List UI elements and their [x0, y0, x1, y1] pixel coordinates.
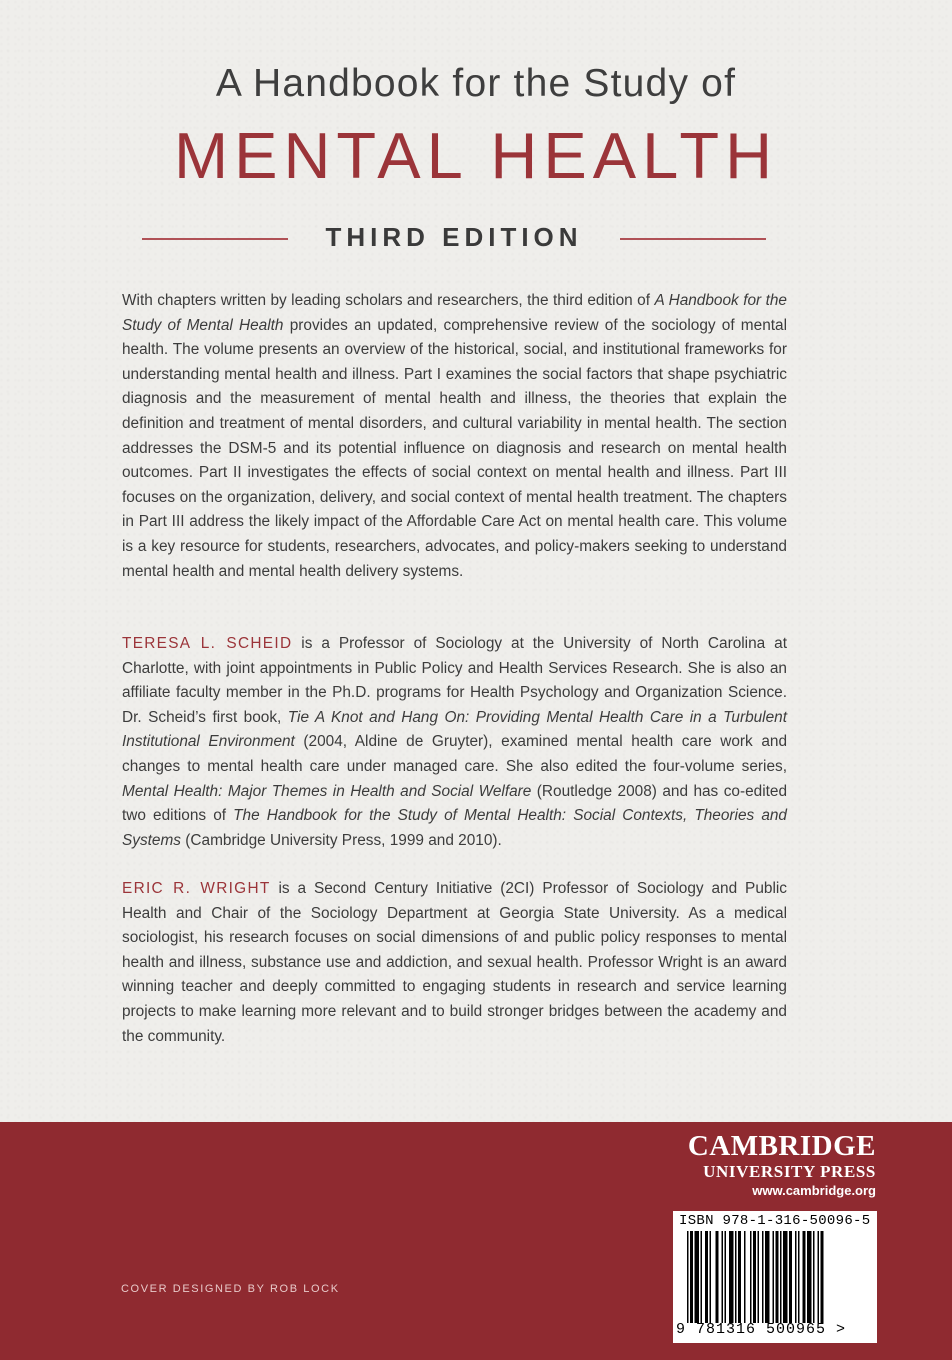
publisher-name: CAMBRIDGE — [687, 1130, 876, 1162]
book-title-italic: Tie A Knot and Hang On: Providing Mental Health Care in a Turbulent Institutional Environment — [122, 708, 787, 751]
book-title: MENTAL HEALTH — [173, 119, 779, 192]
author-name: ERIC R. WRIGHT — [122, 880, 271, 897]
bio-text: is a Professor of Sociology at the University of North Carolina at Charlotte, with joint appointments in Public Policy and Health Services Research. She is also an affiliate faculty member in the Ph.D. programs for Health Psychology and Organization Science. Dr. Scheid’s first book, — [122, 635, 787, 726]
cover-credit: COVER DESIGNED BY ROB LOCK — [121, 1283, 340, 1295]
bio-text: (Routledge 2008) and has co-edited two editions of — [122, 782, 788, 825]
description-paragraph — [122, 289, 787, 584]
publisher-logo — [688, 1130, 876, 1200]
book-subtitle: A Handbook for the Study of — [215, 62, 737, 105]
barcode-digits: 9 781316 500965 > — [676, 1321, 847, 1338]
right-divider — [620, 238, 766, 240]
isbn-label: ISBN 978-1-316-50096-5 — [679, 1213, 871, 1229]
barcode-panel — [673, 1211, 877, 1343]
description-book-title: A Handbook for the Study of Mental Health — [122, 292, 787, 334]
author-bio-wright — [122, 877, 787, 1049]
author-name: TERESA L. SCHEID — [122, 635, 293, 652]
description-text-a: With chapters written by leading scholars and researchers, the third edition of — [122, 292, 655, 309]
description-text-b: provides an updated, comprehensive review of the sociology of mental health. The volume presents an overview of the historical, social, and institutional frameworks for understanding mental health and illness. Part I examines the social factors that shape psychiatric diagnosis and the measurement of mental health and illness, the theories that explain the definition and treatment of mental disorders, and cultural variability in mental health. The section addresses the DSM-5 and its potential influence on diagnosis and research on mental health outcomes. Part II investigates the effects of social context on mental health and illness. Part III focuses on the organization, delivery, and social context of mental health treatment. The chapters in Part III address the likely impact of the Affordable Care Act on mental health care. This volume is a key resource for students, researchers, advocates, and policy-makers seeking to understand mental health and mental health delivery systems. — [122, 316, 788, 580]
edition-label: THIRD EDITION — [325, 222, 583, 252]
book-title-italic: The Handbook for the Study of Mental Health: Social Contexts, Theories and Systems — [122, 807, 787, 849]
bio-text: (2004, Aldine de Gruyter), examined mental health care work and changes to mental health care under managed care. She also edited the four-volume series, — [122, 733, 788, 775]
publisher-url: www.cambridge.org — [752, 1183, 876, 1198]
barcode-icon — [687, 1231, 871, 1323]
author-bio-scheid — [122, 632, 787, 853]
publisher-press: UNIVERSITY PRESS — [703, 1162, 876, 1181]
book-title-italic: Mental Health: Major Themes in Health and Social Welfare — [122, 782, 532, 800]
bio-text: (Cambridge University Press, 1999 and 2010). — [181, 831, 502, 849]
left-divider — [142, 238, 288, 240]
bio-text: is a Second Century Initiative (2CI) Professor of Sociology and Public Health and Chair of the Sociology Department at Georgia State University. As a medical sociologist, his research focuses on social dimensions of and public policy responses to mental health and illness, substance use and addiction, and sexual health. Professor Wright is an award winning teacher and deeply committed to engaging students in research and service learning projects to make learning more relevant and to build stronger bridges between the academy and the community. — [122, 880, 787, 1045]
